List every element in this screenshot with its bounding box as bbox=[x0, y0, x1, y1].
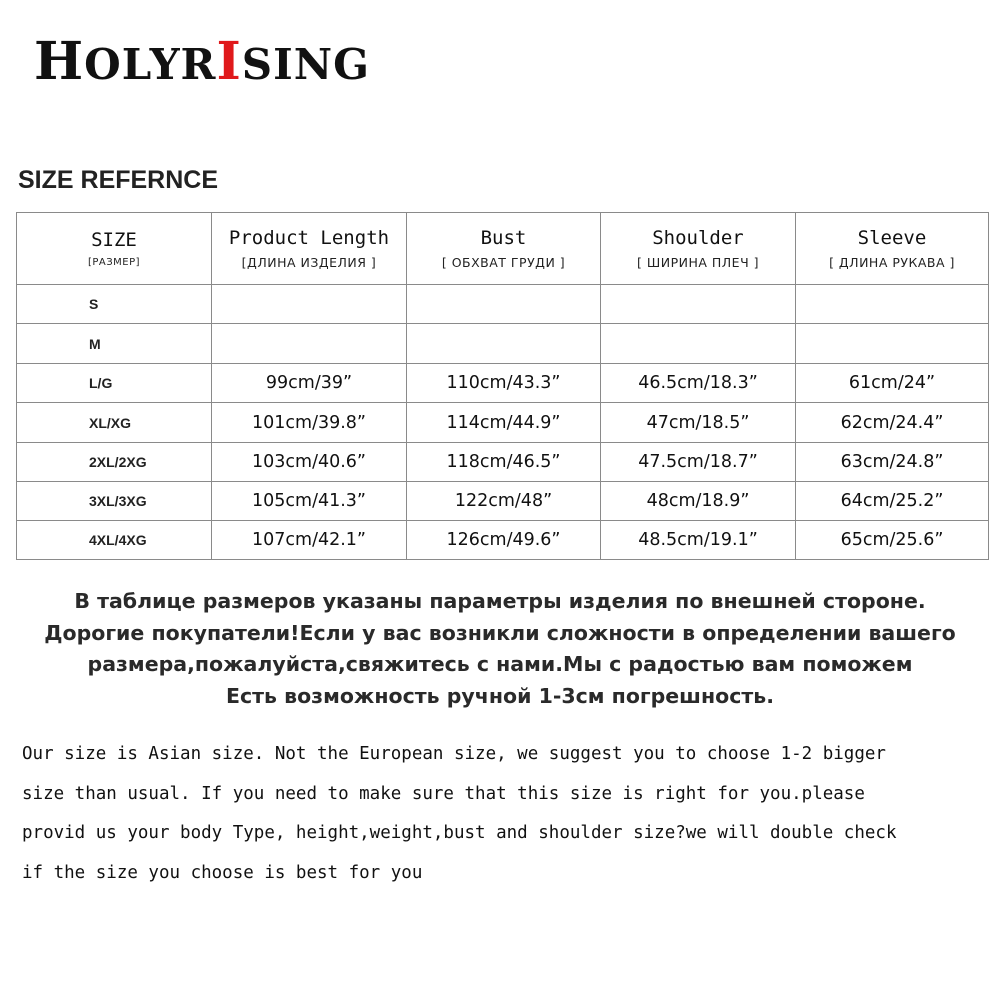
table-row bbox=[17, 285, 989, 324]
row-sleeve bbox=[796, 285, 989, 324]
header-size-sublabel: [РАЗМЕР] bbox=[87, 257, 141, 269]
row-bust: 110cm/43.3” bbox=[407, 364, 601, 403]
header-shoulder-sublabel: [ ШИРИНА ПЛЕЧ ] bbox=[637, 255, 759, 271]
header-sleeve-label: Sleeve bbox=[857, 226, 927, 249]
table-header-row bbox=[17, 213, 989, 285]
header-sleeve bbox=[796, 213, 989, 285]
row-shoulder: 47cm/18.5” bbox=[601, 403, 796, 443]
table-row bbox=[17, 482, 989, 521]
row-bust: 126cm/49.6” bbox=[407, 521, 601, 560]
header-shoulder bbox=[601, 213, 796, 285]
row-size: 2XL/2XG bbox=[17, 443, 212, 482]
header-size-label: SIZE bbox=[91, 228, 137, 251]
brand-logo: HOLYRISING bbox=[34, 31, 371, 92]
row-shoulder: 48cm/18.9” bbox=[601, 482, 796, 521]
row-size: M bbox=[17, 324, 212, 364]
row-shoulder: 46.5cm/18.3” bbox=[601, 364, 796, 403]
header-bust-sublabel: [ ОБХВАТ ГРУДИ ] bbox=[441, 255, 566, 271]
row-size: 3XL/3XG bbox=[17, 482, 212, 521]
row-size: 4XL/4XG bbox=[17, 521, 212, 560]
english-note-line: size than usual. If you need to make sure that this size is right for you.please bbox=[22, 783, 865, 804]
row-shoulder bbox=[601, 285, 796, 324]
table-row bbox=[17, 521, 989, 560]
row-shoulder: 47.5cm/18.7” bbox=[601, 443, 796, 482]
russian-note-line: В таблице размеров указаны параметры изделия по внешней стороне. bbox=[74, 589, 926, 613]
row-shoulder: 48.5cm/19.1” bbox=[601, 521, 796, 560]
row-shoulder bbox=[601, 324, 796, 364]
row-bust bbox=[407, 324, 601, 364]
header-length-label: Product Length bbox=[228, 226, 390, 249]
row-length bbox=[212, 285, 407, 324]
header-bust bbox=[407, 213, 601, 285]
row-length: 101cm/39.8” bbox=[212, 403, 407, 443]
row-bust: 118cm/46.5” bbox=[407, 443, 601, 482]
english-note-line: Our size is Asian size. Not the European size, we suggest you to choose 1-2 bigger bbox=[22, 744, 886, 764]
header-length-sublabel: [ДЛИНА ИЗДЕЛИЯ ] bbox=[241, 255, 377, 271]
size-table bbox=[16, 212, 989, 560]
table-row bbox=[17, 324, 989, 364]
header-size bbox=[17, 213, 212, 285]
table-row bbox=[17, 443, 989, 482]
row-sleeve: 63cm/24.8” bbox=[796, 443, 989, 482]
russian-note-line: размера,пожалуйста,свяжитесь с нами.Мы с радостью вам поможем bbox=[87, 652, 913, 676]
row-length: 103cm/40.6” bbox=[212, 443, 407, 482]
russian-note bbox=[0, 586, 1000, 712]
english-note-line: if the size you choose is best for you bbox=[22, 862, 423, 883]
row-length: 105cm/41.3” bbox=[212, 482, 407, 521]
row-size: L/G bbox=[17, 364, 212, 403]
header-length bbox=[212, 213, 407, 285]
row-bust: 122cm/48” bbox=[407, 482, 601, 521]
row-sleeve: 65cm/25.6” bbox=[796, 521, 989, 560]
row-sleeve: 64cm/25.2” bbox=[796, 482, 989, 521]
row-length: 107cm/42.1” bbox=[212, 521, 407, 560]
section-title: SIZE REFERNCE bbox=[18, 166, 219, 194]
row-sleeve: 62cm/24.4” bbox=[796, 403, 989, 443]
row-sleeve: 61cm/24” bbox=[796, 364, 989, 403]
table-row bbox=[17, 364, 989, 403]
header-shoulder-label: Shoulder bbox=[652, 226, 744, 249]
english-note bbox=[22, 735, 992, 893]
row-sleeve bbox=[796, 324, 989, 364]
row-size: S bbox=[17, 285, 212, 324]
header-bust-label: Bust bbox=[480, 226, 527, 249]
row-bust: 114cm/44.9” bbox=[407, 403, 601, 443]
english-note-line: provid us your body Type, height,weight,bust and shoulder size?we will double check bbox=[22, 823, 897, 843]
row-length: 99cm/39” bbox=[212, 364, 407, 403]
table-row bbox=[17, 403, 989, 443]
russian-note-line: Дорогие покупатели!Если у вас возникли сложности в определении вашего bbox=[44, 620, 956, 645]
russian-note-line: Есть возможность ручной 1-3см погрешность. bbox=[225, 683, 774, 708]
header-sleeve-sublabel: [ ДЛИНА РУКАВА ] bbox=[829, 255, 955, 271]
row-bust bbox=[407, 285, 601, 324]
row-length bbox=[212, 324, 407, 364]
row-size: XL/XG bbox=[17, 403, 212, 443]
